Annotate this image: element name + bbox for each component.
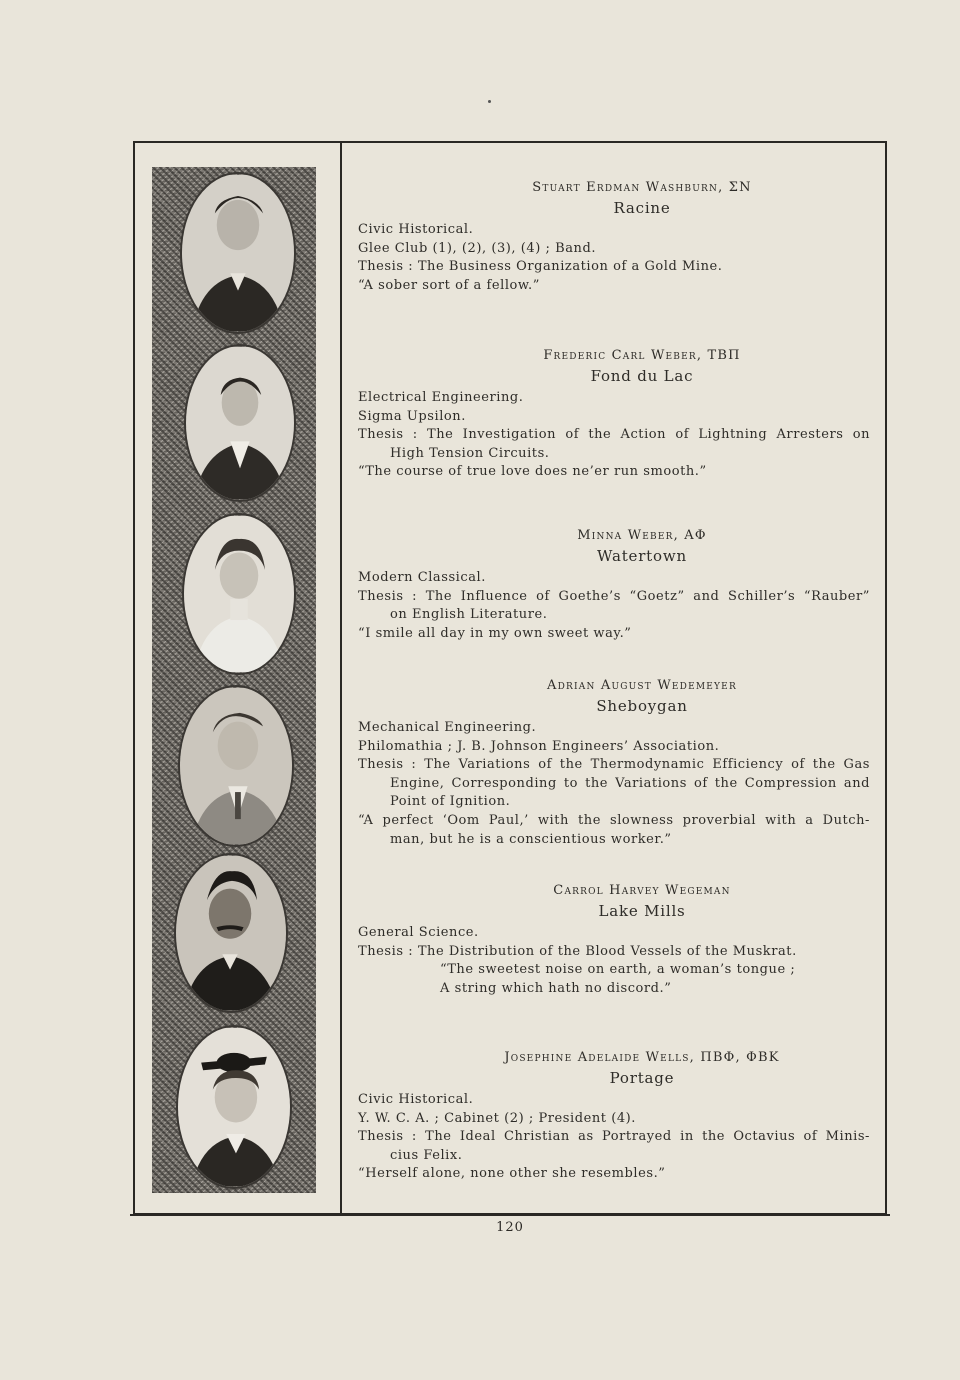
portrait-wegeman bbox=[174, 853, 288, 1013]
entry-name: Stuart Erdman Washburn, ΣN bbox=[532, 180, 752, 195]
entry-line: Electrical Engineering. bbox=[358, 390, 524, 405]
entry-town: Watertown bbox=[597, 547, 687, 565]
entry-town: Sheboygan bbox=[596, 697, 688, 715]
entry-line: Thesis : The Business Organization of a Gold Mine. bbox=[358, 259, 723, 275]
entry-name: Minna Weber, AΦ bbox=[577, 528, 707, 543]
entry-line: Thesis : The Ideal Christian as Portrayed in the Octavius of Minis- bbox=[358, 1129, 870, 1145]
entry-line: “I smile all day in my own sweet way.” bbox=[358, 625, 632, 641]
entry-line: cius Felix. bbox=[390, 1147, 463, 1163]
entry-wegeman bbox=[358, 881, 870, 998]
column-divider bbox=[340, 143, 342, 1214]
entry-line: “Herself alone, none other she resembles.” bbox=[358, 1166, 666, 1182]
entry-town: Racine bbox=[613, 199, 671, 217]
entry-line: Point of Ignition. bbox=[390, 794, 511, 810]
entry-weber-frederic bbox=[358, 346, 870, 482]
portrait-weber-minna bbox=[182, 513, 296, 675]
entry-name: Frederic Carl Weber, TBΠ bbox=[543, 348, 741, 363]
page-number: 120 bbox=[496, 1220, 524, 1235]
entry-line: Modern Classical. bbox=[358, 570, 486, 585]
portrait-wedemeyer bbox=[178, 685, 294, 847]
entry-name: Adrian August Wedemeyer bbox=[547, 678, 737, 693]
entry-wells bbox=[358, 1048, 870, 1184]
entry-line: “A sober sort of a fellow.” bbox=[358, 277, 540, 293]
entry-weber-minna bbox=[358, 526, 870, 643]
entry-line: General Science. bbox=[358, 925, 479, 940]
entry-line: High Tension Circuits. bbox=[390, 445, 550, 461]
entry-line: man, but he is a conscientious worker.” bbox=[390, 831, 672, 847]
entry-line: A string which hath no discord.” bbox=[440, 980, 672, 996]
entry-line: Civic Historical. bbox=[358, 222, 474, 237]
entry-town: Lake Mills bbox=[598, 902, 686, 920]
entry-line: Sigma Upsilon. bbox=[358, 408, 466, 424]
portrait-strip bbox=[152, 167, 316, 1193]
entry-line: Engine, Corresponding to the Variations of the Compression and bbox=[390, 775, 870, 791]
portrait-weber-frederic bbox=[184, 344, 296, 502]
entry-line: Glee Club (1), (2), (3), (4) ; Band. bbox=[358, 240, 597, 256]
entry-line: Thesis : The Influence of Goethe’s “Goetz” and Schiller’s “Rauber” bbox=[358, 588, 870, 604]
entry-line: Thesis : The Distribution of the Blood Vessels of the Muskrat. bbox=[358, 943, 797, 959]
entry-town: Fond du Lac bbox=[590, 367, 694, 385]
speck bbox=[488, 100, 491, 103]
portrait-washburn bbox=[180, 172, 296, 334]
entry-name: Carrol Harvey Wegeman bbox=[553, 883, 731, 898]
entry-line: Mechanical Engineering. bbox=[358, 720, 537, 735]
entry-line: Y. W. C. A. ; Cabinet (2) ; President (4). bbox=[358, 1110, 636, 1126]
portrait-wells bbox=[176, 1025, 292, 1189]
entry-line: “The course of true love does ne’er run smooth.” bbox=[358, 464, 707, 480]
entry-line: “The sweetest noise on earth, a woman’s tongue ; bbox=[440, 962, 796, 978]
entry-line: Philomathia ; J. B. Johnson Engineers’ Association. bbox=[358, 738, 720, 754]
entry-wedemeyer bbox=[358, 676, 870, 849]
entry-line: “A perfect ‘Oom Paul,’ with the slowness proverbial with a Dutch- bbox=[358, 812, 870, 828]
entry-line: Thesis : The Variations of the Thermodynamic Efficiency of the Gas bbox=[358, 757, 870, 773]
entry-washburn bbox=[358, 178, 870, 295]
entry-line: Civic Historical. bbox=[358, 1092, 474, 1107]
entry-line: Thesis : The Investigation of the Action of Lightning Arresters on bbox=[358, 427, 870, 443]
entry-town: Portage bbox=[609, 1069, 675, 1087]
entry-line: on English Literature. bbox=[390, 607, 548, 623]
frame-bottom-rule bbox=[130, 1214, 890, 1216]
entry-name: Josephine Adelaide Wells, ΠBΦ, ΦBK bbox=[504, 1050, 780, 1065]
